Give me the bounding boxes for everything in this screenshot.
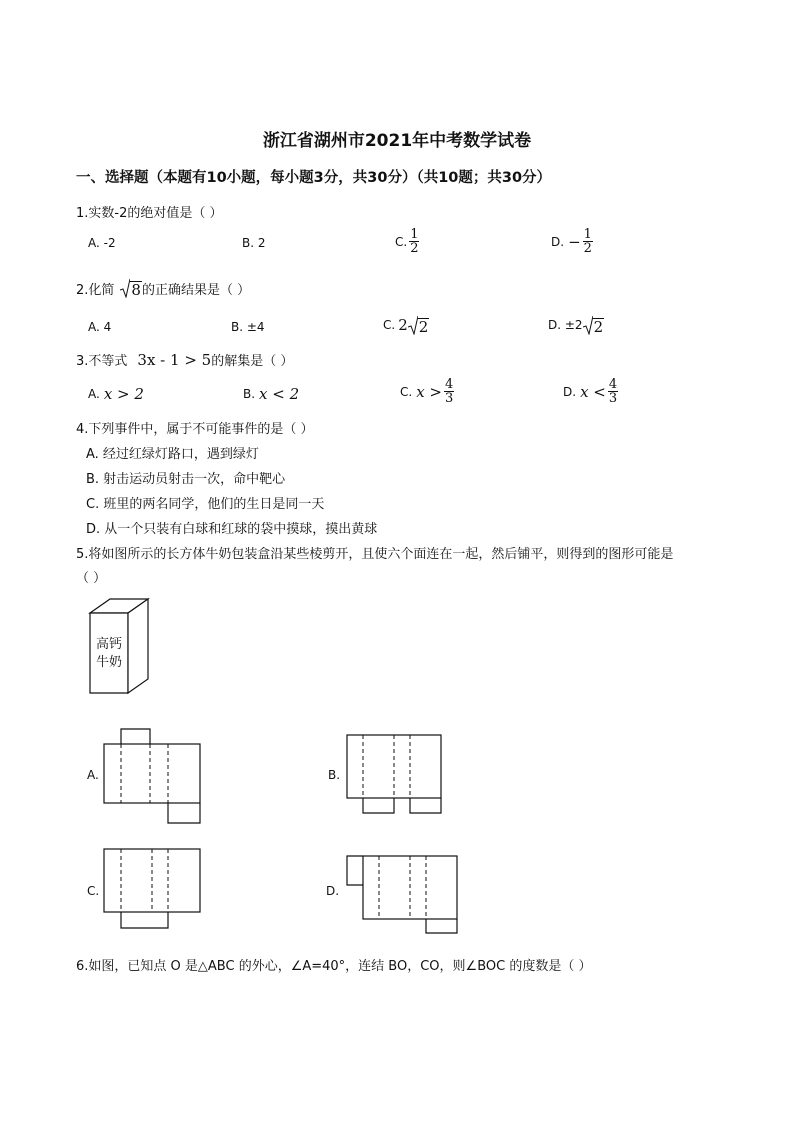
question-5-stem-cont: （ ） bbox=[76, 571, 107, 586]
q3-option-c bbox=[400, 378, 454, 405]
q1-c-fraction bbox=[409, 228, 419, 255]
q1-c-label: C. bbox=[395, 234, 408, 249]
q3-d-fraction bbox=[608, 378, 618, 405]
q2-stem-pre: 2.化简 bbox=[76, 282, 115, 298]
q2-option-b: B. ±4 bbox=[231, 320, 265, 334]
q1-c-numerator: 1 bbox=[410, 227, 419, 242]
q4-option-b: B. 射击运动员射击一次，命中靶心 bbox=[86, 472, 286, 487]
q2-radicand: 8 bbox=[131, 281, 141, 299]
q5-option-d-net bbox=[344, 853, 460, 937]
q2-option-d bbox=[548, 315, 604, 335]
q2-c-label: C. bbox=[383, 318, 396, 332]
q3-d-label: D. bbox=[563, 384, 577, 399]
q2-option-a: A. 4 bbox=[88, 320, 112, 334]
q2-stem-post: 的正确结果是（ ） bbox=[141, 282, 251, 298]
q1-option-c bbox=[395, 228, 419, 255]
q2-option-c bbox=[383, 315, 429, 335]
q3-d-numerator: 4 bbox=[608, 377, 618, 392]
q2-c-coefficient: 2 bbox=[398, 316, 408, 334]
q3-c-expression: x > bbox=[416, 382, 442, 401]
q1-d-denominator: 2 bbox=[583, 241, 592, 256]
net-a-bottom-flap bbox=[168, 803, 200, 823]
q2-d-radical bbox=[583, 315, 605, 335]
net-b-bottom-flap-2 bbox=[410, 798, 441, 813]
q2-radical bbox=[120, 278, 142, 298]
q2-d-label: D. ±2 bbox=[548, 318, 583, 332]
q3-d-expression: x < bbox=[580, 382, 606, 401]
q2-c-radicand: 2 bbox=[418, 318, 429, 336]
box-label-line2: 牛奶 bbox=[95, 655, 123, 670]
q3-option-d bbox=[563, 378, 618, 405]
q3-c-numerator: 4 bbox=[445, 377, 454, 392]
q5-option-c-label: C. bbox=[87, 884, 100, 898]
q5-option-b-label: B. bbox=[328, 768, 341, 782]
q1-d-label: D. bbox=[551, 234, 565, 249]
net-b-bottom-flap-1 bbox=[363, 798, 394, 813]
question-5-stem: 5.将如图所示的长方体牛奶包装盒沿某些棱剪开，且使六个面连在一起，然后铺平，则得到的图形可能是 bbox=[76, 547, 674, 562]
q5-option-a-label: A. bbox=[87, 768, 99, 782]
q3-stem-post: 的解集是（ ） bbox=[211, 354, 294, 369]
q4-option-a: A. 经过红绿灯路口，遇到绿灯 bbox=[86, 447, 259, 462]
q3-b-expression: x < 2 bbox=[259, 385, 300, 403]
box-front-face bbox=[90, 613, 128, 693]
question-3-stem bbox=[76, 350, 293, 369]
q1-d-sign: − bbox=[568, 232, 581, 251]
net-a-main-strip bbox=[104, 744, 200, 803]
box-label-line1: 高钙 bbox=[95, 637, 123, 652]
q1-option-a: A. -2 bbox=[88, 236, 116, 250]
q3-b-label: B. bbox=[243, 387, 256, 401]
q4-option-c: C. 班里的两名同学，他们的生日是同一天 bbox=[86, 497, 325, 512]
page-title: 浙江省湖州市2021年中考数学试卷 bbox=[262, 131, 532, 151]
q3-option-a bbox=[88, 385, 144, 403]
q1-d-fraction bbox=[583, 228, 593, 255]
q1-c-denominator: 2 bbox=[410, 241, 419, 256]
q3-c-label: C. bbox=[400, 384, 413, 399]
net-a-top-flap bbox=[121, 729, 150, 744]
q5-option-b-net bbox=[344, 733, 444, 817]
question-1-stem: 1.实数-2的绝对值是（ ） bbox=[76, 206, 223, 221]
q4-option-d: D. 从一个只装有白球和红球的袋中摸球，摸出黄球 bbox=[86, 522, 378, 537]
q2-c-radical bbox=[408, 315, 430, 335]
q5-option-c-net bbox=[100, 846, 204, 932]
q5-option-a-net bbox=[100, 725, 205, 827]
q3-a-expression: x > 2 bbox=[103, 385, 144, 403]
section-heading: 一、选择题（本题有10小题，每小题3分，共30分）（共10题；共30分） bbox=[76, 170, 552, 186]
question-2-stem bbox=[76, 278, 250, 298]
q3-a-label: A. bbox=[88, 387, 100, 401]
q3-option-b bbox=[243, 385, 299, 403]
q3-d-denominator: 3 bbox=[608, 391, 618, 406]
q5-option-d-label: D. bbox=[326, 884, 340, 898]
milk-box-figure bbox=[80, 595, 160, 700]
net-d-side-flap bbox=[347, 856, 363, 885]
q3-stem-expression: 3x - 1 > 5 bbox=[137, 350, 212, 369]
q1-d-numerator: 1 bbox=[583, 227, 592, 242]
q3-c-fraction bbox=[444, 378, 454, 405]
q1-option-d bbox=[551, 228, 593, 255]
net-c-bottom-flap bbox=[121, 912, 168, 928]
q3-stem-pre: 3.不等式 bbox=[76, 354, 128, 369]
question-6-stem: 6.如图，已知点 O 是△ABC 的外心，∠A=40°，连结 BO，CO，则∠BOC 的度数是（ ） bbox=[76, 959, 592, 974]
box-side-face bbox=[128, 599, 148, 693]
q2-d-radicand: 2 bbox=[593, 318, 604, 336]
question-4-stem: 4.下列事件中，属于不可能事件的是（ ） bbox=[76, 422, 314, 437]
q1-option-b: B. 2 bbox=[242, 236, 266, 250]
q3-c-denominator: 3 bbox=[445, 391, 454, 406]
net-d-bottom-flap bbox=[426, 919, 457, 933]
